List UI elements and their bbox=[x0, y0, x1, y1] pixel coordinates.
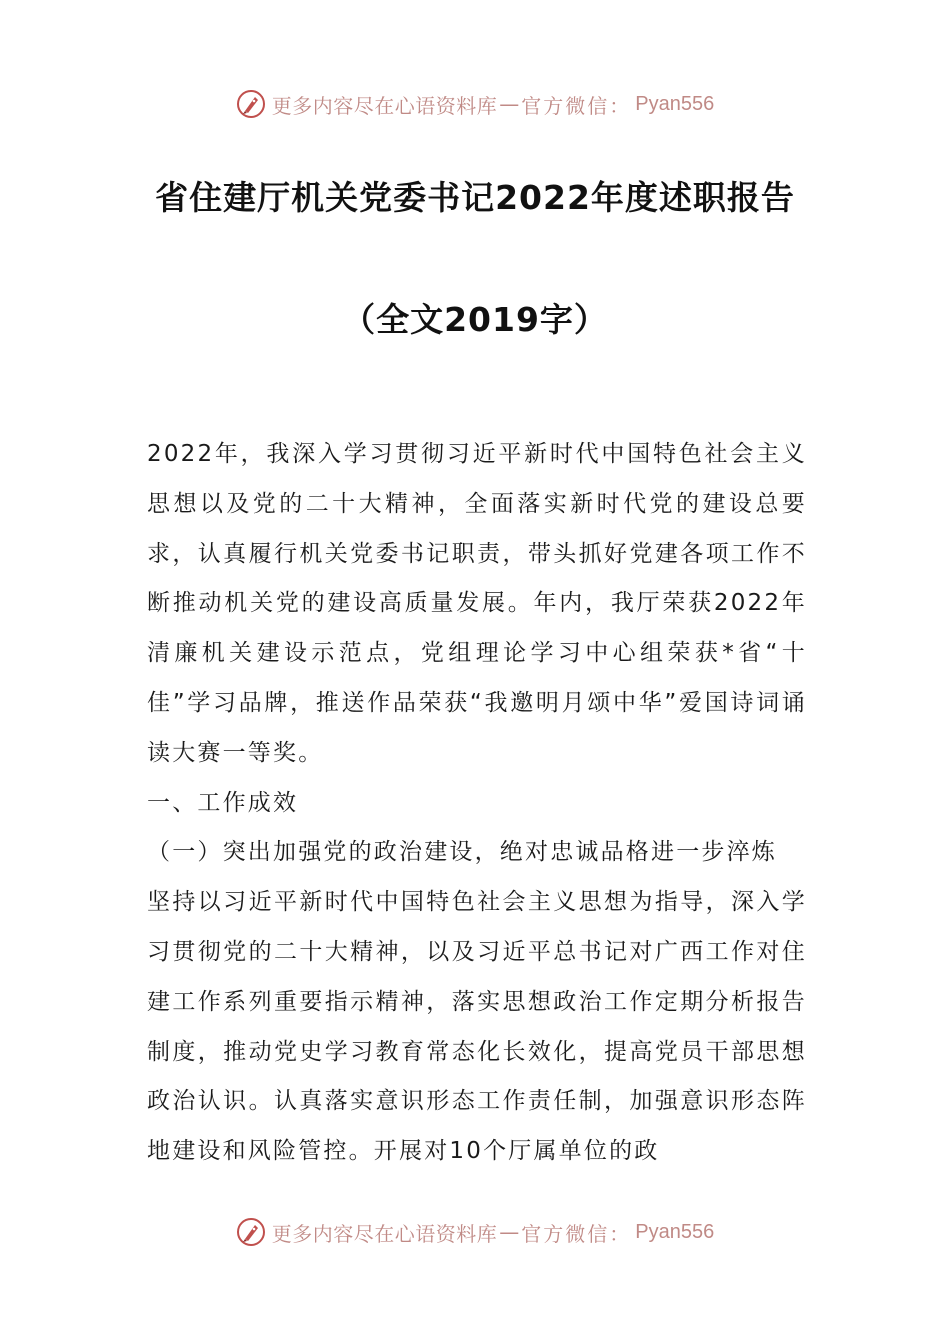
watermark-text: 更多内容尽在心语资料库 bbox=[271, 93, 498, 118]
document-subtitle: （全文2019字） bbox=[342, 300, 608, 339]
watermark-wechat-id: Pyan556 bbox=[635, 1220, 715, 1243]
header-watermark bbox=[0, 84, 950, 124]
pen-nib-logo-icon bbox=[236, 89, 266, 119]
watermark-dash: — bbox=[499, 1220, 520, 1244]
section-heading: 一、工作成效 bbox=[147, 789, 299, 816]
pen-nib-logo-icon bbox=[236, 1217, 266, 1247]
subsection-heading: （一）突出加强党的政治建设，绝对忠诚品格进一步淬炼 bbox=[147, 839, 777, 866]
footer-watermark bbox=[0, 1212, 950, 1252]
document-title: 省住建厅机关党委书记2022年度述职报告 bbox=[155, 178, 795, 217]
watermark-wechat-id: Pyan556 bbox=[635, 92, 715, 115]
watermark-wechat-label: 官方微信： bbox=[521, 1221, 632, 1246]
watermark-wechat-label: 官方微信： bbox=[521, 93, 632, 118]
document-body bbox=[147, 430, 807, 1177]
watermark-dash: — bbox=[499, 92, 520, 116]
body-paragraph-intro: 2022年，我深入学习贯彻习近平新时代中国特色社会主义思想以及党的二十大精神，全面落实新时代党的建设总要求，认真履行机关党委书记职责，带头抓好党建各项工作不断推动机关党的建设高质量发展。年内，我厅荣获2022年清廉机关建设示范点，党组理论学习中心组荣获*省“十佳”学习品牌，推送作品荣获“我邀明月颂中华”爱国诗词诵读大赛一等奖。 bbox=[147, 441, 807, 766]
body-paragraph: 坚持以习近平新时代中国特色社会主义思想为指导，深入学习贯彻党的二十大精神，以及习近平总书记对广西工作对住建工作系列重要指示精神，落实思想政治工作定期分析报告制度，推动党史学习教育常态化长效化，提高党员干部思想政治认识。认真落实意识形态工作责任制，加强意识形态阵地建设和风险管控。开展对10个厅属单位的政 bbox=[147, 889, 807, 1165]
watermark-text: 更多内容尽在心语资料库 bbox=[271, 1221, 498, 1246]
